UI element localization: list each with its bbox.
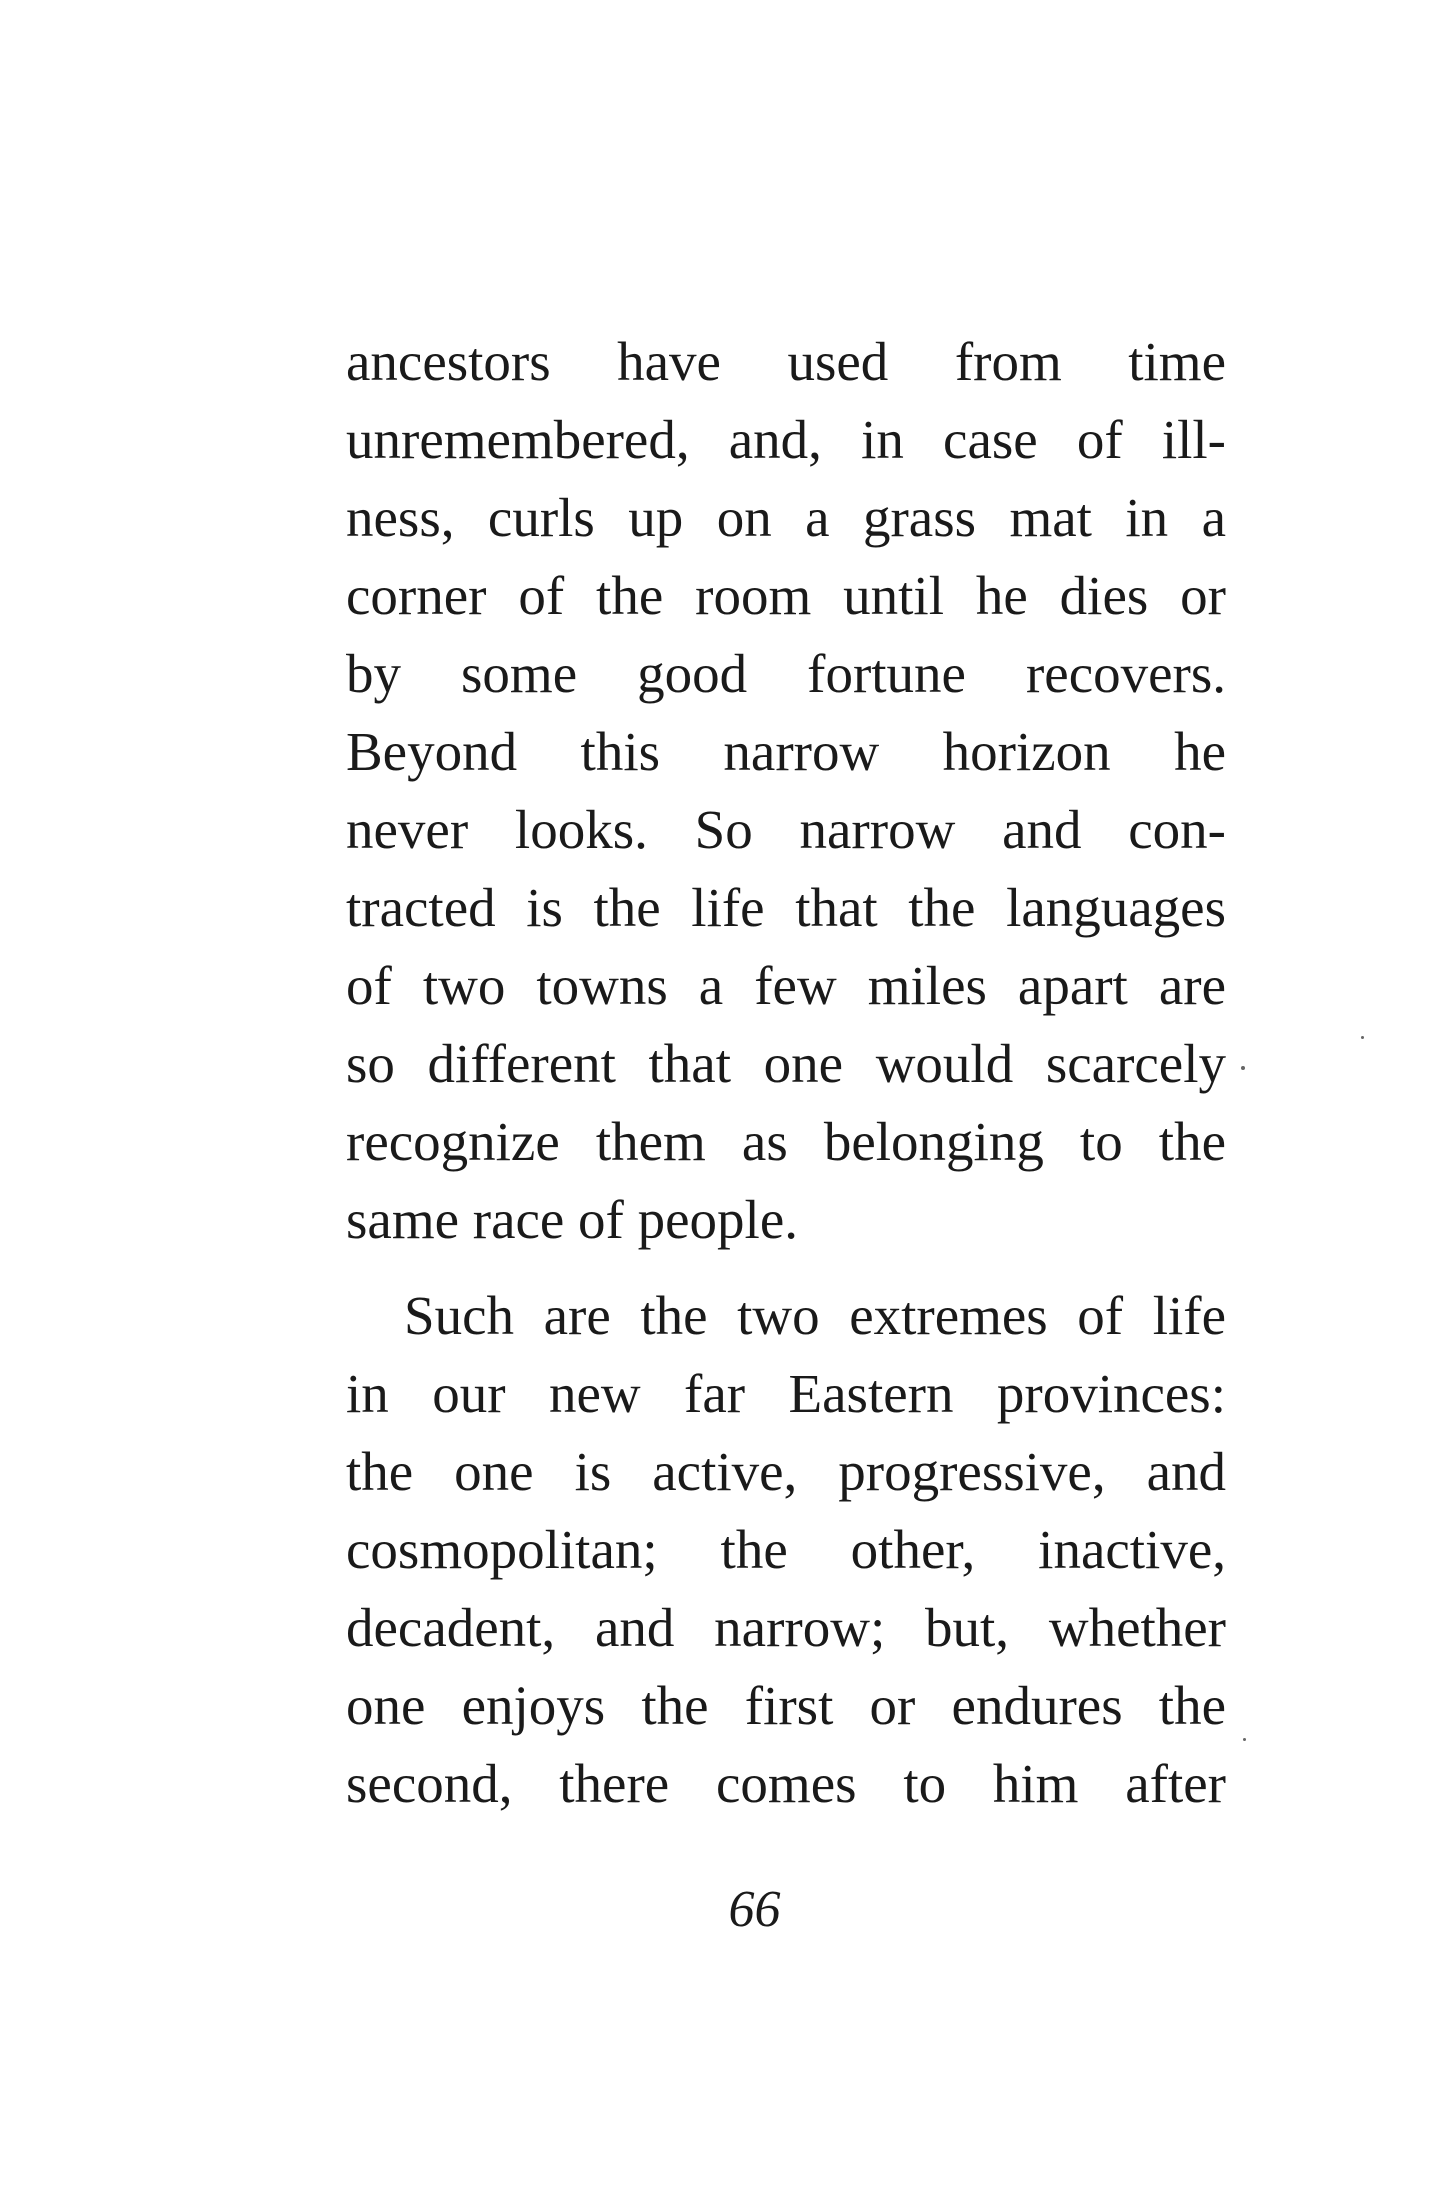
text-line: by some good fortune recovers. bbox=[346, 643, 1226, 704]
text-line: second, there comes to him after bbox=[346, 1753, 1226, 1814]
text-line: cosmopolitan; the other, inactive, bbox=[346, 1519, 1226, 1580]
text-line: the one is active, progressive, and bbox=[346, 1441, 1226, 1502]
text-line: so different that one would scarcely bbox=[346, 1033, 1226, 1094]
scan-speck bbox=[1361, 1036, 1364, 1039]
text-line: same race of people. bbox=[346, 1189, 798, 1250]
scan-speck bbox=[1241, 1066, 1245, 1070]
text-line: ancestors have used from time bbox=[346, 331, 1226, 392]
text-line: one enjoys the first or endures the bbox=[346, 1675, 1226, 1736]
text-line: recognize them as belonging to the bbox=[346, 1111, 1226, 1172]
page-number: 66 bbox=[728, 1881, 781, 1938]
scan-speck bbox=[1243, 1738, 1246, 1741]
text-line: tracted is the life that the languages bbox=[346, 877, 1226, 938]
text-line: Beyond this narrow horizon he bbox=[346, 721, 1226, 782]
text-line: decadent, and narrow; but, whether bbox=[346, 1597, 1226, 1658]
text-line: of two towns a few miles apart are bbox=[346, 955, 1226, 1016]
text-line: unremembered, and, in case of ill- bbox=[346, 409, 1226, 470]
text-line: never looks. So narrow and con- bbox=[346, 799, 1226, 860]
text-line: Such are the two extremes of life bbox=[404, 1285, 1226, 1346]
text-line: in our new far Eastern provinces: bbox=[346, 1363, 1226, 1424]
text-line: ness, curls up on a grass mat in a bbox=[346, 487, 1226, 548]
text-line: corner of the room until he dies or bbox=[346, 565, 1226, 626]
